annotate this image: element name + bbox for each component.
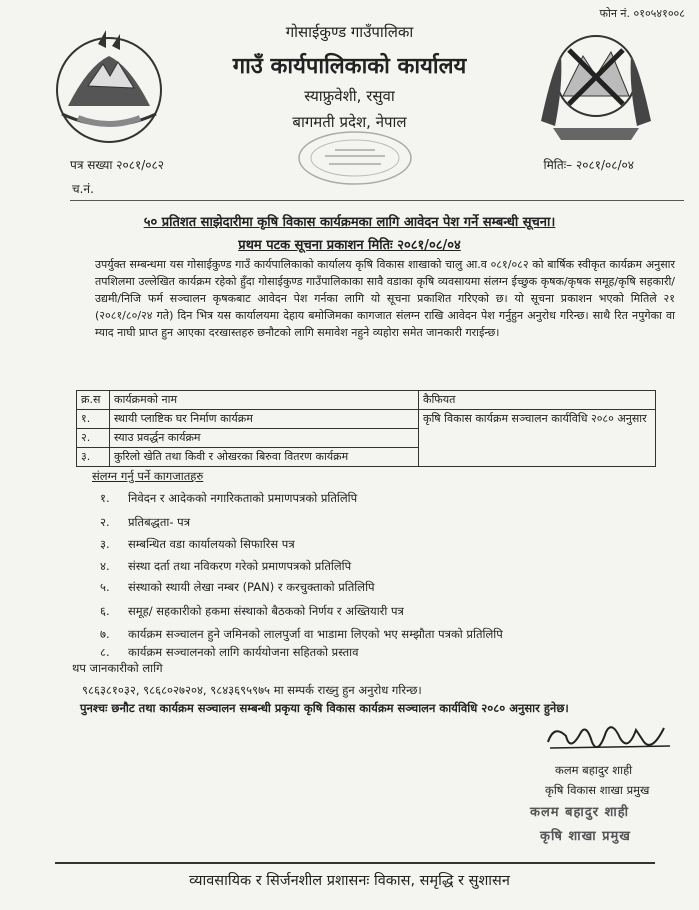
table-cell-program: स्थायी प्लाष्टिक घर निर्माण कार्यक्रम <box>110 410 419 429</box>
list-item <box>100 627 503 642</box>
list-item-number: ७. <box>100 627 110 641</box>
list-item-number: ८. <box>100 645 110 659</box>
list-item-text: प्रतिबद्धता- पत्र <box>128 515 191 529</box>
signer-name: कलम बहादुर शाही <box>555 763 633 777</box>
column-header-program: कार्यक्रमको नाम <box>110 391 419 410</box>
table-cell-sn: १. <box>77 410 110 429</box>
postscript: पुनश्चः छनौट तथा कार्यक्रम सञ्चालन सम्बन्धी प्रकृया कृषि विकास कार्यक्रम सञ्चालन कार्यविधि २०८० अनुसार हुनेछ। <box>80 701 569 715</box>
letter-date: मितिः– २०८१/०८/०४ <box>543 158 634 172</box>
table-cell-program: स्याउ प्रवर्द्धन कार्यक्रम <box>110 429 419 448</box>
table-cell-program: कुरिलो खेति तथा किवी र ओखरका बिरुवा वितरण कार्यक्रम <box>110 448 419 467</box>
list-item-text: संस्था दर्ता तथा नविकरण गरेको प्रमाणपत्रको प्रतिलिपि <box>128 559 352 573</box>
stamp-title: कृषि शाखा प्रमुख <box>540 829 631 844</box>
required-documents-title: संलग्न गर्नु पर्ने कागजातहरु <box>92 469 204 483</box>
list-item <box>100 645 359 660</box>
program-table <box>76 390 656 467</box>
phone-number: फोन नं. ०१०५४१००८ <box>599 7 685 20</box>
name-stamp <box>530 802 680 854</box>
table-row <box>77 410 656 429</box>
table-header-row <box>77 391 656 410</box>
province-country: बागमती प्रदेश, नेपाल <box>292 113 407 131</box>
list-item <box>100 515 190 530</box>
stamp-name: कलम बहादुर शाही <box>530 805 630 820</box>
list-item <box>100 580 375 595</box>
list-item-text: संस्थाको स्थायी लेखा नम्बर (PAN) र करचुक्ताको प्रतिलिपि <box>128 580 375 594</box>
divider <box>70 200 684 201</box>
office-name: गाउँ कार्यपालिकाको कार्यालय <box>232 54 467 79</box>
list-item-number: १. <box>100 491 110 505</box>
list-item-number: ४. <box>100 559 110 573</box>
notice-subject: ५० प्रतिशत साझेदारीमा कृषि विकास कार्यक्रमका लागि आवेदन पेश गर्ने सम्बन्धी सूचना। <box>143 215 556 230</box>
list-item <box>100 491 357 506</box>
table-cell-remark: कृषि विकास कार्यक्रम सञ्चालन कार्यविधि २०८० अनुसार <box>419 410 656 467</box>
column-header-sn: क्र.स <box>77 391 110 410</box>
contact-numbers: ९८६३८१०३२, ९८६८०२७२०४, ९८४३६९५९७५ मा सम्पर्क राख्नु हुन अनुरोध गरिन्छ। <box>82 683 422 697</box>
list-item-text: सम्बन्धित वडा कार्यालयको सिफारिस पत्र <box>128 537 295 551</box>
list-item-text: निवेदन र आदेकको नगारिकताको प्रमाणपत्रको प्रतिलिपि <box>128 491 358 505</box>
office-location: स्याफ्रुवेशी, रसुवा <box>304 87 395 105</box>
list-item <box>100 537 295 552</box>
rural-municipality-name: गोसाईकुण्ड गाउँपालिका <box>285 23 414 41</box>
dispatch-number: च.नं. <box>72 182 94 196</box>
table-cell-sn: ३. <box>77 448 110 467</box>
column-header-remark: कैफियत <box>419 391 656 410</box>
list-item-text: कार्यक्रम सञ्चालन हुने जमिनको लालपुर्जा वा भाडामा लिएको भए सम्झौता पत्रको प्रतिलिपि <box>128 627 503 641</box>
list-item-number: २. <box>100 515 110 529</box>
office-stamp-icon <box>295 128 415 188</box>
letter-number: पत्र सख्या २०८१/०८२ <box>70 158 164 172</box>
list-item-number: ५. <box>100 580 110 594</box>
list-item-text: कार्यक्रम सञ्चालनको लागि कार्ययोजना सहितको प्रस्ताव <box>128 645 359 659</box>
signer-title: कृषि विकास शाखा प्रमुख <box>545 783 650 797</box>
more-info-label: थप जानकारीको लागि <box>72 661 163 675</box>
list-item-number: ३. <box>100 537 110 551</box>
first-publication-date: प्रथम पटक सूचना प्रकाशन मितिः २०८१/०८/०४ <box>238 238 461 253</box>
notice-body: उपर्युक्त सम्बन्धमा यस गोसाईकुण्ड गाउँ कार्यपालिकाको कार्यालय कृषि विकास शाखाको चालु आ.व ०८१/०८२ को बार्षिक स्वीकृत कार्यक्रम अनुसार तपशिलमा उल्लेखित कार्यक्रम रहेको हुँदा गोसाईकुण्ड गाउँपालिकाका सावै वडाका कृषि व्यवसायमा संलग्न ईच्छुक कृषक/कृषक समूह/कृषि सहकारी/उद्यमी/निजि फर्म सञ्चालन कृषकबाट आवेदन पेश गर्नका लागि यो सूचना प्रकाशित गरिएको छ। यो सूचना प्रकाशन भएको मितिले २१ (२०८१/८०/२४ गते) दिन भित्र यस कार्यालयमा देहाय बमोजिमका कागजात संलग्न राखि आवेदन पेश गर्नुहुन अनुरोध गरिन्छ। साथै रित नपुगेका वा म्याद नाघी प्राप्त हुन आएका दरखास्तहरु छनौटको लागि समावेश नहुने व्यहोरा समेत जानकारी गराईन्छ। <box>95 258 675 339</box>
list-item-number: ६. <box>100 604 110 618</box>
list-item <box>100 604 404 619</box>
list-item <box>100 559 351 574</box>
table-cell-sn: २. <box>77 429 110 448</box>
footer-motto: व्यावसायिक र सिर्जनशील प्रशासनः विकास, समृद्धि र सुशासन <box>189 873 510 889</box>
list-item-text: समूह/ सहकारीको हकमा संस्थाको बैठकको निर्णय र अख्तियारी पत्र <box>128 604 404 618</box>
footer-divider <box>55 862 655 864</box>
